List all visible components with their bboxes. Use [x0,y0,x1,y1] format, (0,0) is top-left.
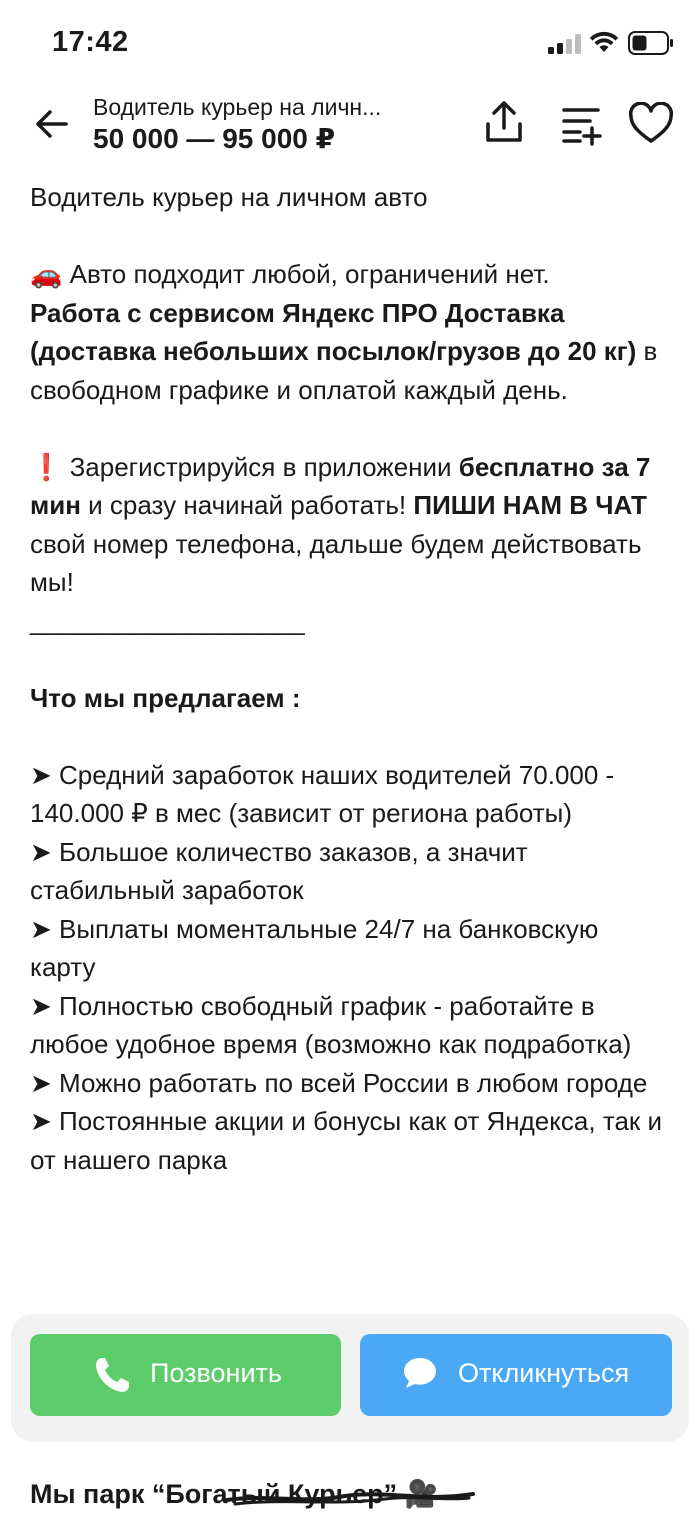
status-bar [0,0,700,88]
call-button[interactable] [30,1334,341,1416]
wifi-icon [589,30,619,54]
offer-item: ➤ Большое количество заказов, а значит стабильный заработок [30,836,528,905]
car-icon: 🚗 [30,259,63,289]
share-icon[interactable] [482,98,526,146]
strike-scribble-icon [225,1486,475,1510]
call-button-label: Позвонить [150,1358,282,1388]
park-intro-text: Мы парк “Богатый Курьер” 🎥 [30,1479,439,1509]
description-title: Водитель курьер на личном авто [30,182,428,212]
respond-button-label: Откликнуться [458,1358,630,1388]
vacancy-description [30,178,670,1179]
compare-list-icon[interactable] [560,102,604,146]
action-bar [11,1314,689,1442]
offer-item: ➤ Полностью свободный график - работайте в любое удобное время (возможно как подработка) [30,990,632,1059]
offer-item: ➤ Выплаты моментальные 24/7 на банковскую карту [30,913,599,982]
phone-icon [94,1356,130,1394]
respond-button[interactable] [360,1334,672,1416]
heart-icon[interactable] [628,102,674,146]
auto-paragraph: 🚗 Авто подходит любой, ограничений нет. [30,259,550,289]
battery-icon [628,31,674,55]
status-time: 17:42 [52,26,129,58]
offer-heading: Что мы предлагаем : [30,682,301,713]
offer-item: ➤ Средний заработок наших водителей 70.000 - 140.000 ₽ в мес (зависит от региона работы) [30,759,615,828]
header-title: Водитель курьер на личн... [93,94,382,120]
text-divider: ___________________ [30,605,305,636]
header-salary: 50 000 — 95 000 ₽ [93,123,336,154]
work-paragraph: Работа с сервисом Яндекс ПРО Доставка (доставка небольших посылок/грузов до 20 кг) в свободном графике и оплатой каждый день. [30,297,658,405]
offer-item: ➤ Можно работать по всей России в любом городе [30,1067,648,1098]
register-paragraph: ❗ Зарегистрируйся в приложении бесплатно за 7 мин и сразу начинай работать! ПИШИ НАМ В ЧАТ свой номер телефона, дальше будем действовать мы! [30,451,651,597]
back-arrow-icon[interactable] [30,102,74,146]
exclamation-icon: ❗ [30,451,63,482]
cellular-signal-icon [548,34,582,54]
vacancy-header [0,88,700,178]
offer-item: ➤ Постоянные акции и бонусы как от Яндекса, так и от нашего парка [30,1106,663,1175]
chat-bubble-icon [403,1356,437,1390]
